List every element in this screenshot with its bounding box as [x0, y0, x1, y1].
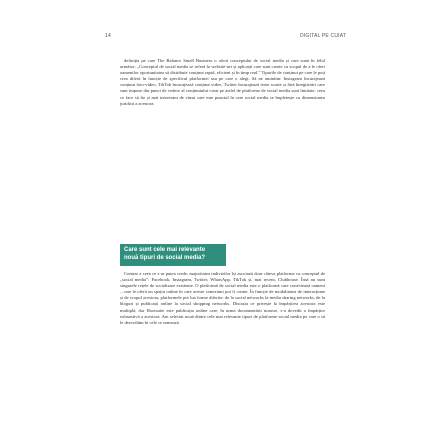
section-heading-line: nouă tipuri de social media?	[124, 254, 206, 261]
section-heading-line: Care sunt cele mai relevante	[124, 247, 206, 253]
section-heading	[120, 244, 226, 266]
body-paragraph: Contrar a ceea ce s-ar putea crede, majoritatea indivizilor își asociază doar câteva platforme cu conceptul de „social media”: Facebook, Instagram, Twitter, WhatsApp, TikTok și, mai recent, Clubhouse. Însă nu sunt singurele rețele de socializare existente. O platformă de social media este o platformă care conectează oameni – care le oferă un spațiu online în care aceste conexiuni pot fi create. În funcție de modalitatea de interacțiune și de scopul acestora, platformele pot lua forme diferite: de la social networks la media sharing networks, de la bloguri și publicații online la social shopping networks. Discuția ce privește la împărțirea acestora este multiplă, dar Hootsuite este publicația online care, în urma documentării noastre, s-a dovedit o împărțire exhaustivă a acestora. Am selectat nouă dintre cele mai relevante tipuri de platforme social media pe care o să le dezvoltăm în cele ce urmează.	[120, 271, 325, 325]
running-head-title: DIGITAL PE CUIAT	[300, 33, 347, 39]
body-paragraph: definiția pe care The Balance Small Business o oferă conceptului de social media și care sună în felul următor: „Conceptul de social media se referă la website-uri și aplicații care sunt create cu scopul de a le oferi oamenilor oportunitatea să distribuie conținut rapid, eficient și în timp real.” Tipurile de conținut pe care le poți crea diferă în funcție de specificul platformei sau pe care o alegi. Să ne amintim: Instagram încurajează conținut foto-video, TikTok încurajează conținut video, Twitter încurajează texte scurte și fără înregistrări care sunt impuse din punct de vedere al conținutului creat pe astfel de platforme de social media sunt limitate, ceea ce face să fie și mai interesant de văzut care este punctul în care social media se împletește cu dimensiunea juridică a acestora.	[120, 58, 325, 106]
page-number: 14	[105, 33, 111, 39]
